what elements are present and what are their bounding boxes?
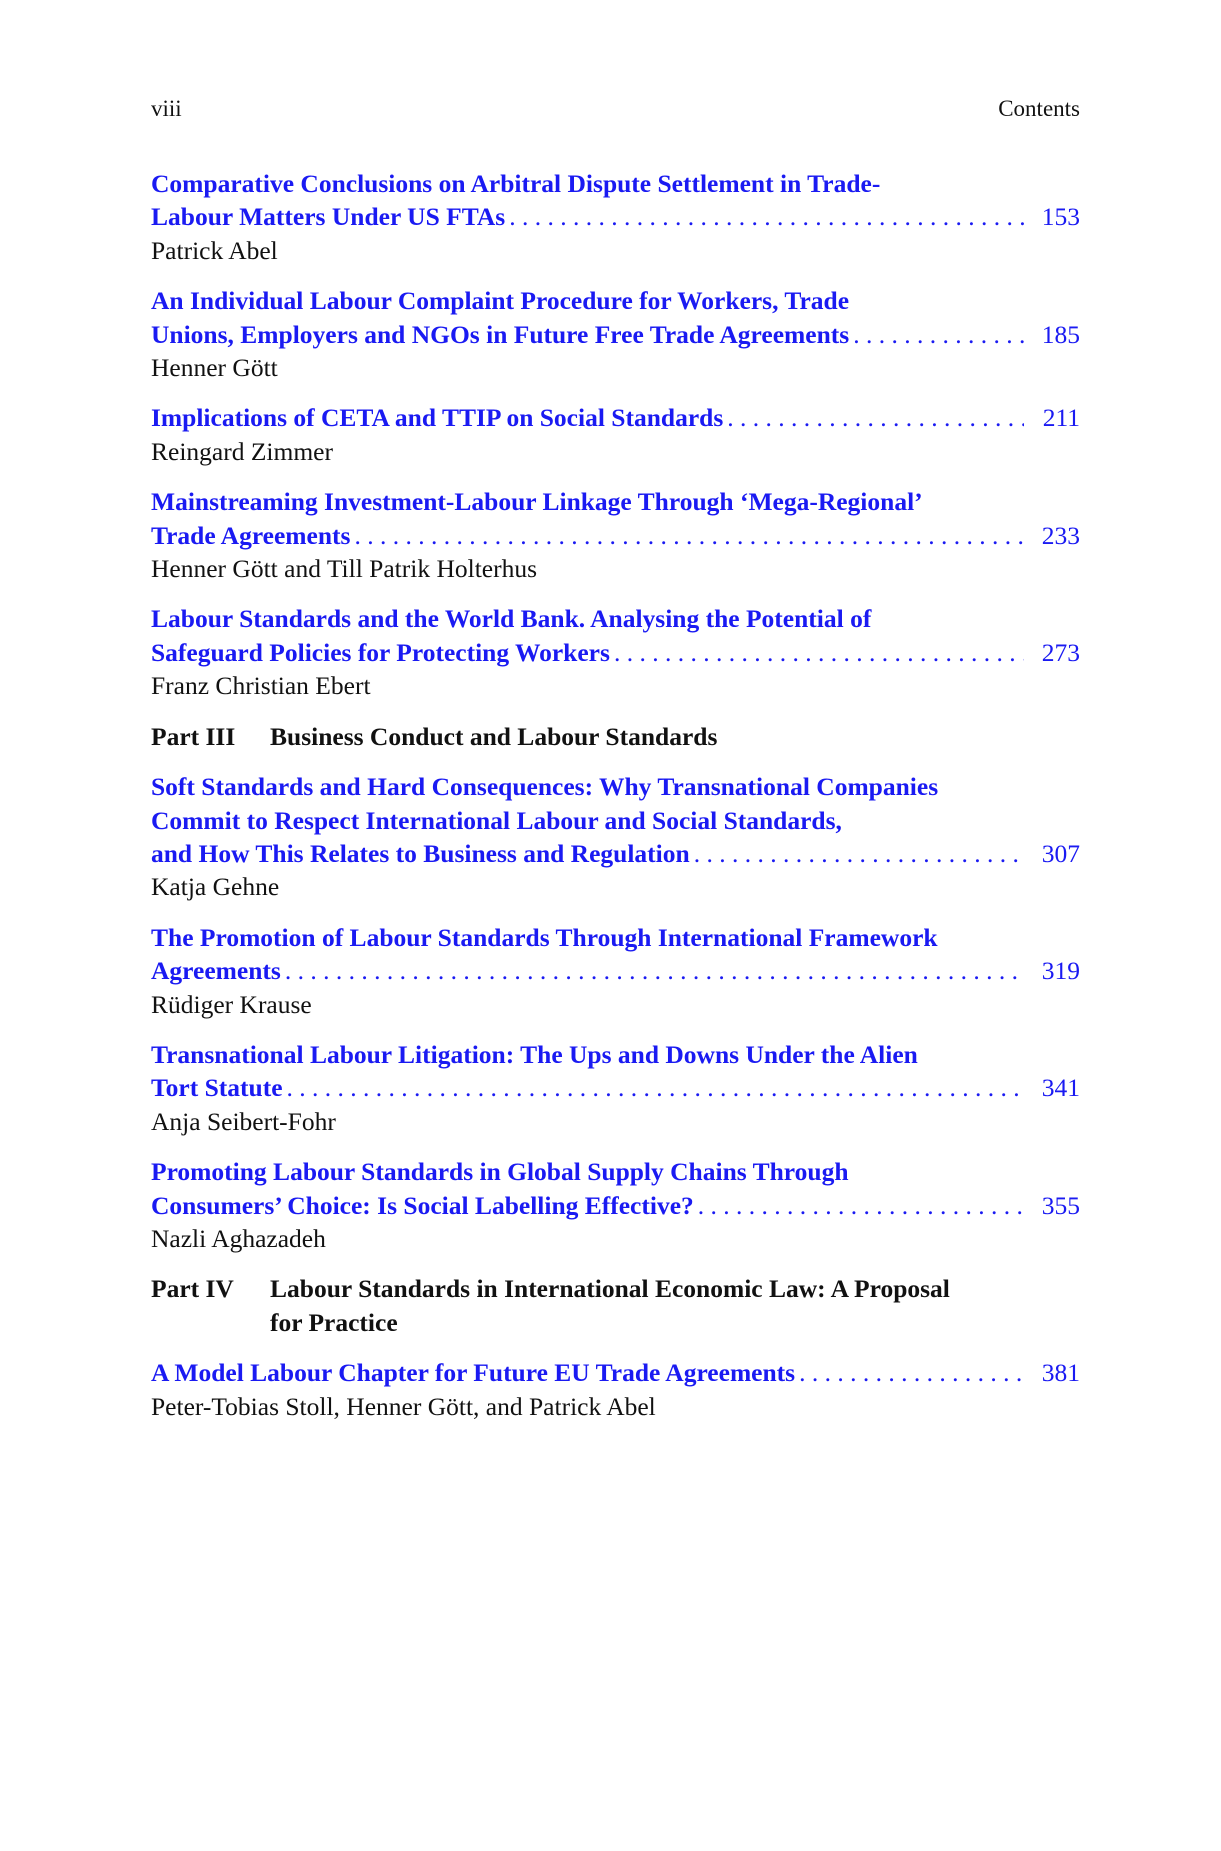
toc-entry bbox=[151, 401, 1080, 468]
toc-entry bbox=[151, 921, 1080, 1021]
chapter-page-link[interactable]: 233 bbox=[1041, 520, 1080, 550]
chapter-page-link[interactable]: 341 bbox=[1041, 1073, 1080, 1103]
chapter-title-last-line bbox=[151, 837, 1080, 870]
chapter-authors: Rüdiger Krause bbox=[151, 989, 312, 1019]
page-number: viii bbox=[151, 96, 182, 121]
chapter-title-link[interactable]: Trade Agreements bbox=[151, 520, 351, 550]
toc-entry bbox=[151, 485, 1080, 585]
chapter-title-link[interactable]: Unions, Employers and NGOs in Future Free Trade Agreements bbox=[151, 319, 850, 349]
chapter-authors: Henner Gött bbox=[151, 353, 278, 383]
chapter-authors: Patrick Abel bbox=[151, 235, 278, 265]
part-heading bbox=[151, 1272, 1080, 1339]
toc-entry bbox=[151, 1038, 1080, 1138]
dot-leader bbox=[285, 954, 1024, 987]
chapter-title-last-line bbox=[151, 954, 1080, 987]
chapter-authors: Katja Gehne bbox=[151, 872, 280, 902]
toc-entry bbox=[151, 602, 1080, 702]
chapter-page-link[interactable]: 153 bbox=[1041, 202, 1080, 232]
chapter-title-link[interactable]: Comparative Conclusions on Arbitral Dispute Settlement in Trade- bbox=[151, 169, 881, 198]
chapter-title-link[interactable]: An Individual Labour Complaint Procedure for Workers, Trade bbox=[151, 286, 850, 316]
dot-leader bbox=[354, 519, 1024, 552]
chapter-authors: Anja Seibert-Fohr bbox=[151, 1106, 336, 1136]
chapter-title-link[interactable]: Labour Matters Under US FTAs bbox=[151, 202, 506, 232]
toc-entry bbox=[151, 167, 1080, 267]
part-label: Part III bbox=[151, 721, 236, 751]
chapter-title-last-line bbox=[151, 1071, 1080, 1104]
chapter-title-link[interactable]: Soft Standards and Hard Consequences: Why Transnational Companies bbox=[151, 772, 939, 802]
chapter-page-link[interactable]: 273 bbox=[1041, 637, 1080, 667]
chapter-title-last-line bbox=[151, 1356, 1080, 1389]
chapter-page-link[interactable]: 381 bbox=[1041, 1358, 1080, 1388]
toc-entry bbox=[151, 1155, 1080, 1255]
toc-entry bbox=[151, 284, 1080, 384]
part-label: Part IV bbox=[151, 1274, 234, 1304]
running-title: Contents bbox=[998, 96, 1080, 121]
chapter-authors: Peter-Tobias Stoll, Henner Gött, and Patrick Abel bbox=[151, 1391, 656, 1421]
chapter-title-link[interactable]: Agreements bbox=[151, 956, 281, 986]
part-title-line: Business Conduct and Labour Standards bbox=[270, 721, 718, 751]
part-title-line: Labour Standards in International Economic Law: A Proposal bbox=[270, 1274, 950, 1304]
chapter-authors: Franz Christian Ebert bbox=[151, 671, 371, 701]
chapter-page-link[interactable]: 319 bbox=[1041, 956, 1080, 986]
part-title bbox=[270, 1272, 950, 1339]
chapter-page-link[interactable]: 185 bbox=[1041, 319, 1080, 349]
chapter-title-link[interactable]: and How This Relates to Business and Regulation bbox=[151, 838, 690, 868]
chapter-title-link[interactable]: Promoting Labour Standards in Global Supply Chains Through bbox=[151, 1157, 849, 1187]
chapter-page-link[interactable]: 355 bbox=[1041, 1190, 1080, 1220]
chapter-page-link[interactable]: 211 bbox=[1042, 403, 1080, 433]
chapter-title-last-line bbox=[151, 401, 1080, 434]
chapter-authors: Henner Gött and Till Patrik Holterhus bbox=[151, 554, 538, 584]
chapter-title-link[interactable]: Commit to Respect International Labour and Social Standards, bbox=[151, 805, 842, 835]
dot-leader bbox=[727, 401, 1024, 434]
chapter-title-link[interactable]: Consumers’ Choice: Is Social Labelling Effective? bbox=[151, 1190, 694, 1220]
dot-leader bbox=[799, 1356, 1024, 1389]
chapter-title-link[interactable]: Transnational Labour Litigation: The Ups and Downs Under the Alien bbox=[151, 1039, 918, 1069]
chapter-title-last-line bbox=[151, 318, 1080, 351]
chapter-page-link[interactable]: 307 bbox=[1041, 838, 1080, 868]
chapter-title-link[interactable]: A Model Labour Chapter for Future EU Trade Agreements bbox=[151, 1358, 796, 1388]
chapter-title-last-line bbox=[151, 519, 1080, 552]
dot-leader bbox=[509, 200, 1024, 233]
dot-leader bbox=[853, 318, 1024, 351]
toc-entry bbox=[151, 770, 1080, 904]
chapter-authors: Nazli Aghazadeh bbox=[151, 1223, 326, 1253]
chapter-authors: Reingard Zimmer bbox=[151, 436, 333, 466]
dot-leader bbox=[698, 1189, 1024, 1222]
chapter-title-last-line bbox=[151, 1189, 1080, 1222]
chapter-title-link[interactable]: The Promotion of Labour Standards Through International Framework bbox=[151, 922, 938, 952]
chapter-title-link[interactable]: Tort Statute bbox=[151, 1073, 283, 1103]
part-heading bbox=[151, 720, 1080, 753]
running-header bbox=[151, 96, 1080, 122]
chapter-title-link[interactable]: Labour Standards and the World Bank. Analysing the Potential of bbox=[151, 604, 872, 634]
chapter-title-link[interactable]: Safeguard Policies for Protecting Workers bbox=[151, 637, 610, 667]
chapter-title-link[interactable]: Mainstreaming Investment-Labour Linkage Through ‘Mega-Regional’ bbox=[151, 487, 923, 517]
chapter-title-link[interactable]: Implications of CETA and TTIP on Social Standards bbox=[151, 403, 724, 433]
dot-leader bbox=[694, 837, 1024, 870]
chapter-title-last-line bbox=[151, 636, 1080, 669]
toc-entry bbox=[151, 1356, 1080, 1423]
dot-leader bbox=[287, 1071, 1024, 1104]
part-title bbox=[270, 720, 717, 753]
part-title-line: for Practice bbox=[270, 1307, 398, 1337]
table-of-contents bbox=[151, 167, 1080, 1440]
chapter-title-last-line bbox=[151, 200, 1080, 233]
dot-leader bbox=[614, 636, 1024, 669]
